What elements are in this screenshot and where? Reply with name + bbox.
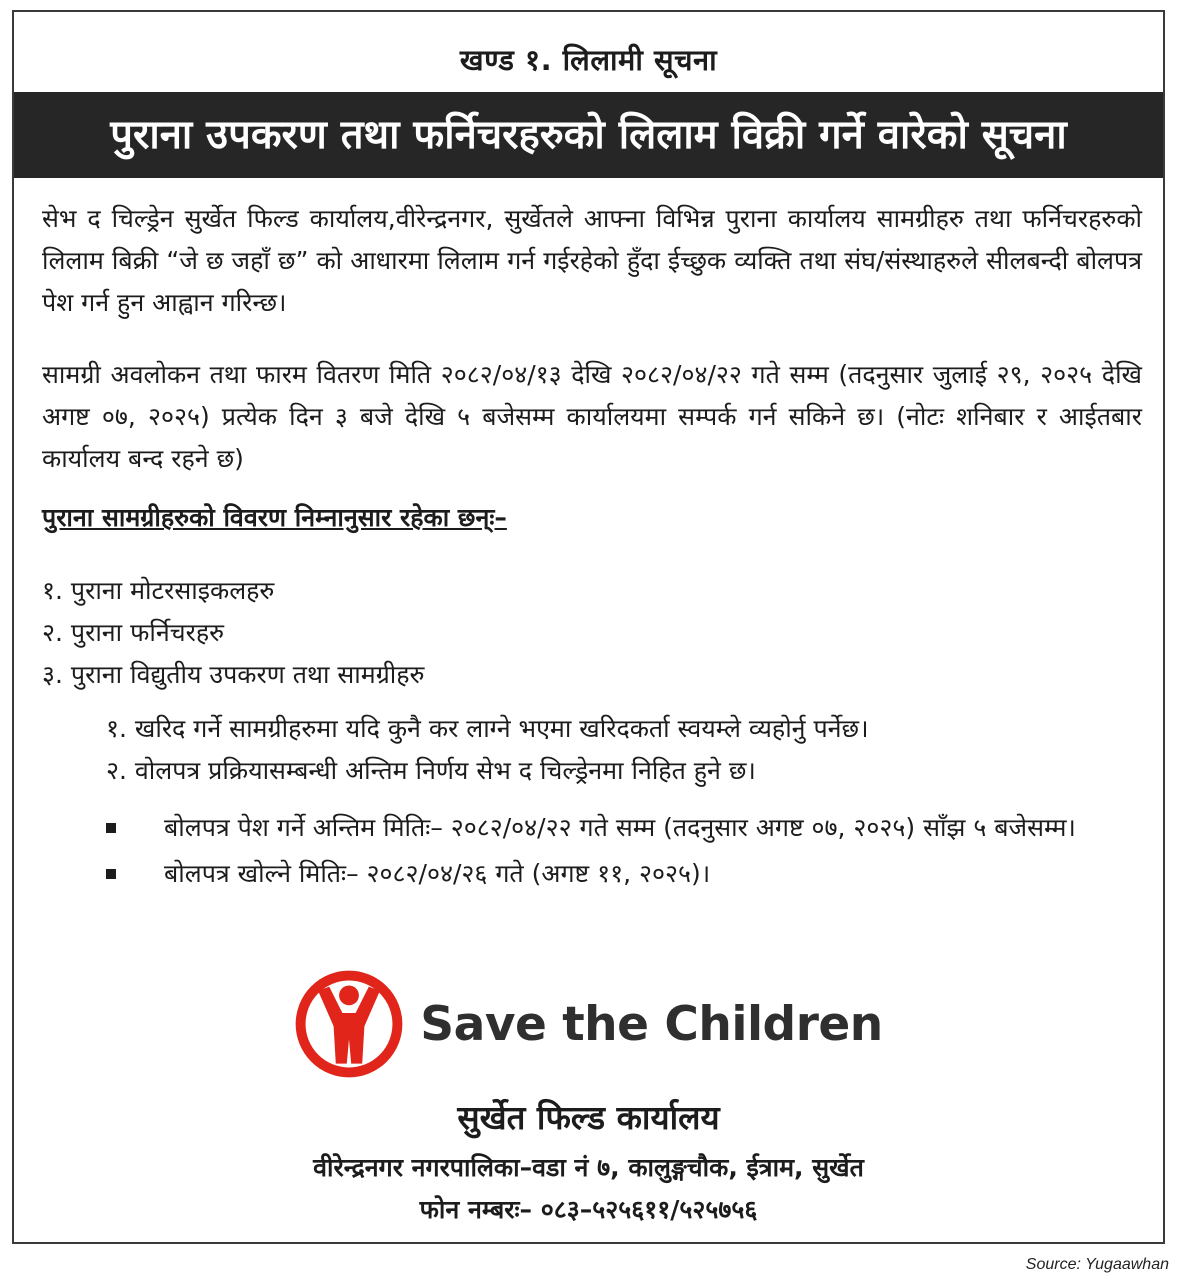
deadline-text: बोलपत्र पेश गर्ने अन्तिम मितिः– २०८२/०४/२२ गते सम्म (तदनुसार अगष्ट ०७, २०२५) साँझ ५ बजेसम्म। xyxy=(164,813,1076,842)
condition-item: २. वोलपत्र प्रक्रियासम्बन्धी अन्तिम निर्णय सेभ द चिल्ड्रेनमा निहित हुने छ। xyxy=(106,756,756,785)
office-address: वीरेन्द्रनगर नगरपालिका–वडा नं ७, कालुङ्गचौक, ईत्राम, सुर्खेत xyxy=(313,1153,864,1182)
notice-title: पुराना उपकरण तथा फर्निचरहरुको लिलाम विक्री गर्ने वारेको सूचना xyxy=(14,92,1163,178)
list-item: २. पुराना फर्निचरहरु xyxy=(42,618,225,647)
source-credit: Source: Yugaawhan xyxy=(1025,1256,1169,1273)
deadline-text: बोलपत्र खोल्ने मितिः– २०८२/०४/२६ गते (अगष्ट ११, २०२५)। xyxy=(164,859,711,888)
office-name: सुर्खेत फिल्ड कार्यालय xyxy=(457,1098,720,1137)
conditions-list xyxy=(106,708,869,792)
brand-name: Save the Children xyxy=(420,996,883,1052)
save-the-children-logo-icon xyxy=(294,969,404,1079)
items-list xyxy=(42,570,425,696)
deadline-item xyxy=(106,808,1156,848)
square-bullet-icon xyxy=(106,823,116,833)
notice-frame xyxy=(12,10,1165,1244)
condition-item: १. खरिद गर्ने सामग्रीहरुमा यदि कुनै कर लाग्ने भएमा खरिदकर्ता स्वयम्ले व्यहोर्नु पर्नेछ। xyxy=(106,714,869,743)
list-item: १. पुराना मोटरसाइकलहरु xyxy=(42,576,275,605)
list-item: ३. पुराना विद्युतीय उपकरण तथा सामग्रीहरु xyxy=(42,660,425,689)
deadlines-list xyxy=(106,808,1156,900)
office-phone: फोन नम्बरः– ०८३–५२५६११/५२५७५६ xyxy=(419,1195,758,1224)
square-bullet-icon xyxy=(106,869,116,879)
intro-paragraph: सेभ द चिल्ड्रेन सुर्खेत फिल्ड कार्यालय,वीरेन्द्रनगर, सुर्खेतले आफ्ना विभिन्न पुराना कार्यालय सामग्रीहरु तथा फर्निचरहरुको लिलाम बिक्री “जे छ जहाँ छ” को आधारमा लिलाम गर्न गईरहेको हुँदा ईच्छुक व्यक्ति तथा संघ/संस्थाहरुले सीलबन्दी बोलपत्र पेश गर्न हुन आह्वान गरिन्छ। xyxy=(42,204,1142,317)
inspection-paragraph: सामग्री अवलोकन तथा फारम वितरण मिति २०८२/०४/१३ देखि २०८२/०४/२२ गते सम्म (तदनुसार जुलाई २९, २०२५ देखि अगष्ट ०७, २०२५) प्रत्येक दिन ३ बजे देखि ५ बजेसम्म कार्यालयमा सम्पर्क गर्न सकिने छ। (नोटः शनिबार र आईतबार कार्यालय बन्द रहने छ) xyxy=(42,360,1142,473)
items-heading: पुराना सामग्रीहरुको विवरण निम्नानुसार रहेका छन्ः– xyxy=(42,503,507,532)
deadline-item xyxy=(106,854,1156,894)
organization-logo xyxy=(14,968,1163,1080)
section-label: खण्ड १. लिलामी सूचना xyxy=(459,43,718,77)
